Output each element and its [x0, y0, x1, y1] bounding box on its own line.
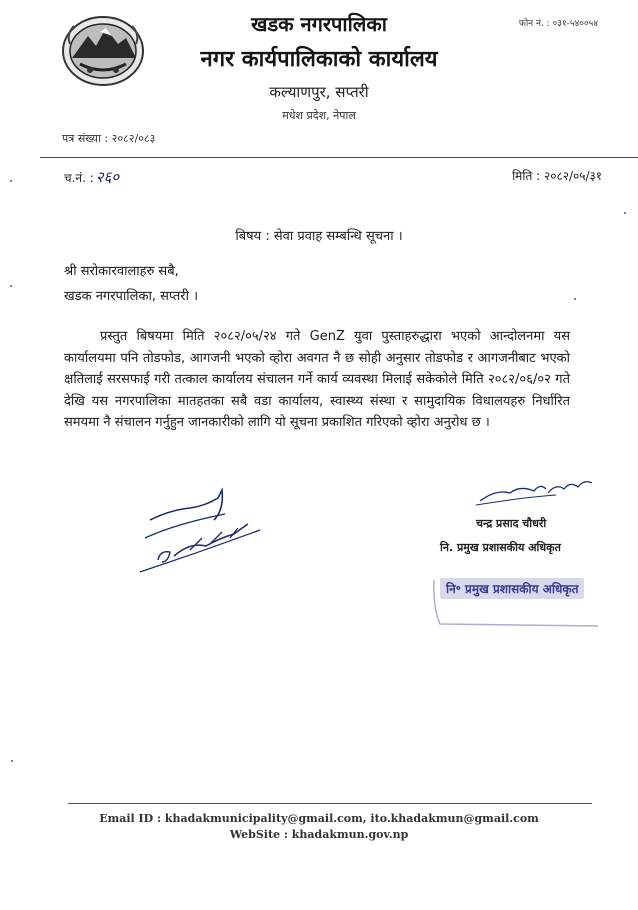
province: मधेश प्रदेश, नेपाल — [282, 109, 356, 122]
footer-email: Email ID : khadakmunicipality@gmail.com, ito.khadakmun@gmail.com — [99, 812, 539, 825]
patra-sankhya: पत्र संख्या : २०८२/०८३ — [62, 132, 156, 145]
scan-speck — [624, 212, 626, 214]
scan-speck — [11, 760, 13, 762]
footer-website: WebSite : khadakmun.gov.np — [229, 828, 409, 841]
municipality-name: खडक नगरपालिका — [251, 12, 387, 36]
header-divider — [40, 157, 638, 158]
footer-divider — [68, 803, 592, 804]
letter-subject: बिषय : सेवा प्रवाह सम्बन्धि सूचना । — [235, 229, 403, 244]
chalani-label: च.नं. : — [64, 171, 94, 185]
addressee-line-2: खडक नगरपालिका, सप्तरी । — [64, 289, 199, 304]
office-location: कल्याणपुर, सप्तरी — [269, 83, 369, 101]
scan-speck — [10, 180, 12, 182]
chalani-number — [64, 167, 119, 187]
scan-speck — [574, 298, 576, 300]
letter-date: मिति : २०८२/०५/३१ — [512, 169, 602, 183]
signatory-name: चन्द्र प्रसाद चौधरी — [476, 517, 547, 530]
chalani-value: २६० — [95, 168, 120, 186]
phone-number: फोन नं. : ०३१-५४००५४ — [518, 19, 598, 29]
signatory-title: नि. प्रमुख प्रशासकीय अधिकृत — [440, 541, 561, 554]
handwritten-signature-right — [476, 475, 596, 509]
addressee-line-1: श्री सरोकारवालाहरु सबै, — [64, 264, 179, 279]
letter-body: प्रस्तुत बिषयमा मिति २०८२/०५/२४ गते GenZ युवा पुस्ताहरुद्धारा भएको आन्दोलनमा यस कार्यालयमा पनि तोडफोड, आगजनी भएको व्होरा अवगत नै छ सोही अनुसार तोडफोड र आगजनीबाट भएको क्षतिलाई सरसफाई गरी तत्काल कार्यालय संचालन गर्ने कार्य व्यवस्था मिलाई सकेकोले मिति २०८२/०६/०२ गते देखि यस नगरपालिका मातहतका सबै वडा कार्यालय, स्वास्थ्य संस्था र सामुदायिक विधालयहरु निर्धारित समयमा नै संचालन गर्नुहुन जानकारीको लागि यो सूचना प्रकाशित गरिएको व्होरा अनुरोध छ । — [64, 329, 570, 431]
stamp-text: नि॰ प्रमुख प्रशासकीय अधिकृत — [440, 578, 584, 599]
handwritten-signature-left — [130, 480, 270, 575]
scan-speck — [10, 285, 12, 287]
office-name: नगर कार्यपालिकाको कार्यालय — [200, 47, 438, 72]
